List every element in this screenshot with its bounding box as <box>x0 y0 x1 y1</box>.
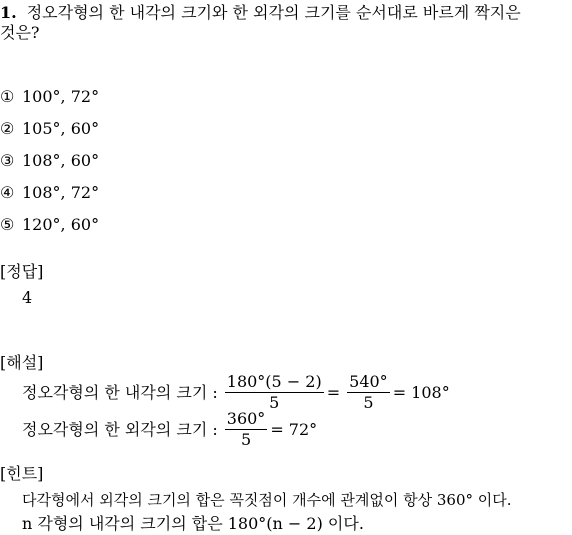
solution-exterior-line <box>22 409 321 450</box>
choice-mark: ② <box>0 119 15 138</box>
hint-label: [힌트] <box>0 464 44 483</box>
choice-1[interactable] <box>0 87 99 107</box>
choice-mark: ⑤ <box>0 215 15 234</box>
interior-numerator-2: 540° <box>349 372 388 391</box>
choice-5[interactable] <box>0 215 99 235</box>
choice-2[interactable] <box>0 119 99 139</box>
interior-denominator: 5 <box>269 393 280 412</box>
question-number: 1. <box>0 3 17 22</box>
exterior-prefix: 정오각형의 한 외각의 크기 : <box>22 419 218 439</box>
choice-mark: ③ <box>0 151 15 170</box>
interior-prefix: 정오각형의 한 내각의 크기 : <box>22 382 218 402</box>
interior-numerator: 180°(5 − 2) <box>226 372 322 391</box>
hint-line-2: n 각형의 내각의 크기의 합은 180°(n − 2) 이다. <box>22 514 364 533</box>
interior-fraction-2 <box>347 372 390 413</box>
interior-denominator-2: 5 <box>363 393 374 412</box>
choice-4[interactable] <box>0 183 99 203</box>
exterior-denominator: 5 <box>240 430 252 449</box>
exterior-numerator: 360° <box>226 409 266 428</box>
choice-text: 120°, 60° <box>22 215 100 234</box>
hint-line-1: 다각형에서 외각의 크기의 합은 꼭짓점이 개수에 관계없이 항상 360° 이다. <box>22 491 512 509</box>
choice-3[interactable] <box>0 151 99 171</box>
exterior-fraction <box>225 409 268 450</box>
solution-interior-line <box>22 372 454 413</box>
question-line-1 <box>0 2 572 24</box>
choice-text: 100°, 72° <box>22 87 100 106</box>
interior-fraction <box>225 372 324 413</box>
equals-sign: = <box>326 382 341 402</box>
answer-label: [정답] <box>0 262 44 281</box>
question-text-1: 정오각형의 한 내각의 크기와 한 외각의 크기를 순서대로 바르게 짝지은 <box>26 3 521 22</box>
solution-label: [해설] <box>0 353 44 372</box>
choice-mark: ④ <box>0 183 15 202</box>
choice-text: 108°, 60° <box>22 151 100 170</box>
question-text-2: 것은? <box>0 23 40 42</box>
interior-result: = 108° <box>392 382 450 402</box>
choice-mark: ① <box>0 87 15 106</box>
answer-value: 4 <box>22 288 33 307</box>
choice-text: 108°, 72° <box>22 183 100 202</box>
exterior-result: = 72° <box>270 419 318 439</box>
choice-text: 105°, 60° <box>22 119 100 138</box>
